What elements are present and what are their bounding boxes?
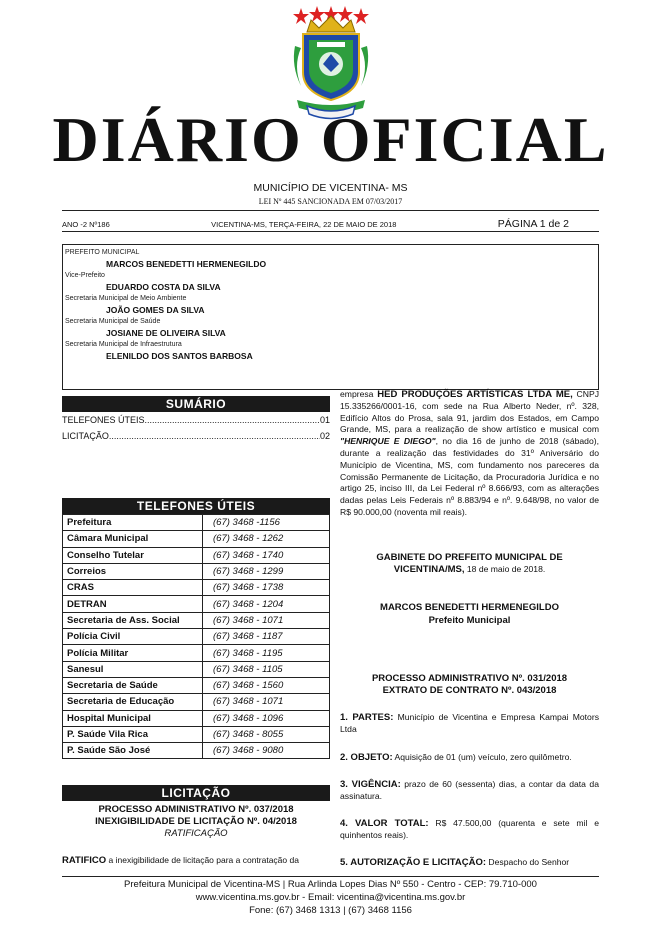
useful-phones-table xyxy=(62,514,330,759)
phone-entity: CRAS xyxy=(63,580,203,596)
phone-number: (67) 3468 - 1071 xyxy=(203,612,330,628)
contract-item-value xyxy=(340,818,599,842)
item-label: 5. AUTORIZAÇÃO E LICITAÇÃO: xyxy=(340,857,487,868)
phone-row xyxy=(63,515,330,531)
phone-entity: Secretaria de Saúde xyxy=(63,677,203,693)
header-rule-top xyxy=(62,210,599,211)
phone-row xyxy=(63,661,330,677)
summary-leader-dots xyxy=(145,412,320,428)
licitacao-ratification-label: RATIFICAÇÃO xyxy=(164,828,228,839)
municipality-name: MUNICÍPIO DE VICENTINA- MS xyxy=(253,182,408,194)
artist-name: "HENRIQUE E DIEGO" xyxy=(340,436,436,447)
officials-box xyxy=(62,244,599,390)
summary-section xyxy=(62,396,330,444)
phone-entity: Correios xyxy=(63,563,203,579)
phone-number: (67) 3468 - 9080 xyxy=(203,743,330,759)
phone-row xyxy=(63,531,330,547)
footer-phones: Fone: (67) 3468 1313 | (67) 3468 1156 xyxy=(249,905,412,916)
item-label: 2. OBJETO: xyxy=(340,752,393,763)
phone-row xyxy=(63,645,330,661)
licitacao-inexigibility: INEXIGIBILIDADE DE LICITAÇÃO Nº. 04/2018 xyxy=(95,816,297,827)
phone-number: (67) 3468 - 1195 xyxy=(203,645,330,661)
phone-row xyxy=(63,726,330,742)
phone-row xyxy=(63,629,330,645)
edition-date: VICENTINA-MS, TERÇA-FEIRA, 22 DE MAIO DE 2018 xyxy=(211,220,397,229)
footer-rule xyxy=(62,876,599,877)
summary-item[interactable] xyxy=(62,428,330,444)
item-text: Despacho do Senhor xyxy=(486,857,570,867)
phone-row xyxy=(63,677,330,693)
official-role: Vice-Prefeito xyxy=(65,272,105,279)
licitacao-heading: LICITAÇÃO xyxy=(62,785,330,801)
newspaper-title: DIÁRIO OFICIAL xyxy=(52,104,609,175)
phone-entity: Secretaria de Ass. Social xyxy=(63,612,203,628)
phone-number: (67) 3468 - 1299 xyxy=(203,563,330,579)
phone-entity: Polícia Civil xyxy=(63,629,203,645)
summary-leader-dots xyxy=(109,428,320,444)
phone-row xyxy=(63,612,330,628)
contract-paragraph xyxy=(340,389,599,519)
official-name: EDUARDO COSTA DA SILVA xyxy=(106,281,221,292)
useful-phones-section xyxy=(62,498,330,759)
mayor-signature xyxy=(340,601,599,627)
process-number: PROCESSO ADMINISTRATIVO Nº. 031/2018 xyxy=(371,673,568,684)
item-label: 4. VALOR TOTAL: xyxy=(340,818,429,829)
ratifico-paragraph xyxy=(62,854,330,867)
phone-entity: Secretaria de Educação xyxy=(63,694,203,710)
footer-address: Prefeitura Municipal de Vicentina-MS | Rua Arlinda Lopes Dias Nº 550 - Centro - CEP: 79.710-000 xyxy=(124,879,537,890)
phone-row xyxy=(63,743,330,759)
official-role: Secretaria Municipal de Infraestrutura xyxy=(65,341,182,348)
header-rule-bottom xyxy=(62,231,599,232)
item-label: 3. VIGÊNCIA: xyxy=(340,779,401,790)
ratifico-text: a inexigibilidade de licitação para a contratação da xyxy=(106,855,299,865)
phone-number: (67) 3468 - 1071 xyxy=(203,694,330,710)
official-name: ELENILDO DOS SANTOS BARBOSA xyxy=(106,350,253,361)
summary-item-label: LICITAÇÃO xyxy=(62,431,109,441)
official-name: JOSIANE DE OLIVEIRA SILVA xyxy=(106,327,226,338)
edition-info-line xyxy=(62,218,599,230)
phone-entity: Conselho Tutelar xyxy=(63,547,203,563)
ratifico-lead: RATIFICO xyxy=(62,855,107,866)
item-text: Aquisição de 01 (um) veículo, zero quilômetro. xyxy=(392,752,572,762)
phone-number: (67) 3468 - 8055 xyxy=(203,726,330,742)
licitacao-process: PROCESSO ADMINISTRATIVO Nº. 037/2018 xyxy=(98,804,294,815)
summary-item-page: 02 xyxy=(319,431,330,441)
phone-number: (67) 3468 - 1204 xyxy=(203,596,330,612)
phone-entity: Câmara Municipal xyxy=(63,531,203,547)
phone-entity: Sanesul xyxy=(63,661,203,677)
phone-row xyxy=(63,596,330,612)
phone-number: (67) 3468 - 1187 xyxy=(203,629,330,645)
official-role: Secretaria Municipal de Saúde xyxy=(65,318,161,325)
cabinet-date: 18 de maio de 2018. xyxy=(464,563,546,574)
official-name: MARCOS BENEDETTI HERMENEGILDO xyxy=(106,258,267,269)
footer-web-email: www.vicentina.ms.gov.br - Email: vicentina@vicentina.ms.gov.br xyxy=(195,892,466,903)
phone-row xyxy=(63,547,330,563)
phone-number: (67) 3468 - 1096 xyxy=(203,710,330,726)
signature-name: MARCOS BENEDETTI HERMENEGILDO xyxy=(380,602,559,613)
item-text: prazo de 60 (sessenta) dias, a contar da data da assinatura. xyxy=(340,779,599,801)
phone-row xyxy=(63,563,330,579)
phone-entity: P. Saúde Vila Rica xyxy=(63,726,203,742)
summary-item-label: TELEFONES ÚTEIS xyxy=(62,415,145,425)
cabinet-label: GABINETE DO PREFEITO MUNICIPAL DE VICENTINA/MS, xyxy=(376,552,563,575)
item-text: Município de Vicentina e Empresa Kampai Motors Ltda xyxy=(340,712,599,734)
phone-number: (67) 3468 - 1262 xyxy=(203,531,330,547)
phone-number: (67) 3468 - 1105 xyxy=(203,661,330,677)
officials-left-column xyxy=(63,245,331,389)
phone-number: (67) 3468 -1156 xyxy=(203,515,330,531)
company-name: HED PRODUÇÕES ARTÍSTICAS LTDA ME, xyxy=(377,389,573,400)
phone-entity: DETRAN xyxy=(63,596,203,612)
phone-entity: Prefeitura xyxy=(63,515,203,531)
contract-item-object xyxy=(340,752,599,764)
paragraph-text: CNPJ 15.335266/0001-16, com sede na Rua Alberto Neder, nº. 328, Edifício Altos do Prosa, sala 91, jardim dos Estados, em Campo Grande, MS, para a realização de show artístico e musical com xyxy=(340,389,599,435)
contract-extract-heading xyxy=(340,673,599,697)
edition-number: ANO -2 Nº186 xyxy=(62,220,110,229)
phone-number: (67) 3468 - 1740 xyxy=(203,547,330,563)
phone-entity: Hospital Municipal xyxy=(63,710,203,726)
page-number: PÁGINA 1 de 2 xyxy=(497,218,569,230)
contract-item-authorization xyxy=(340,857,599,869)
contract-item-parties xyxy=(340,712,599,736)
phone-number: (67) 3468 - 1738 xyxy=(203,580,330,596)
phone-row xyxy=(63,710,330,726)
phone-row xyxy=(63,694,330,710)
licitacao-section xyxy=(62,785,330,867)
contract-item-term xyxy=(340,779,599,803)
official-name: JOÃO GOMES DA SILVA xyxy=(106,304,205,315)
phone-row xyxy=(63,580,330,596)
law-reference: LEI Nº 445 SANCIONADA EM 07/03/2017 xyxy=(258,197,403,206)
signature-title: Prefeito Municipal xyxy=(428,615,511,626)
paragraph-text: empresa xyxy=(340,389,378,399)
phone-number: (67) 3468 - 1560 xyxy=(203,677,330,693)
official-role: PREFEITO MUNICIPAL xyxy=(65,249,140,256)
phone-entity: Polícia Militar xyxy=(63,645,203,661)
paragraph-text: , no dia 16 de junho de 2018 (sábado), durante a realização das festividades do 31º Aniversário do Município de Vicentina, MS, com fundamento nos pareceres da Comissão Permanente de Licitação, da Procuradoria Jurídica e no artigo 25, inciso III, da Lei Federal nº 8.666/93, com as alterações dadas pelas Leis Federais nº 8.883/94 e nº. 9.648/98, no valor de R$ 90.000,00 (noventa mil reais). xyxy=(340,436,599,517)
item-label: 1. PARTES: xyxy=(340,712,394,723)
summary-item[interactable] xyxy=(62,412,330,428)
useful-phones-heading: TELEFONES ÚTEIS xyxy=(62,498,330,514)
cabinet-signoff xyxy=(340,552,599,576)
official-role: Secretaria Municipal de Meio Ambiente xyxy=(65,295,187,302)
summary-heading: SUMÁRIO xyxy=(62,396,330,412)
item-text: R$ 47.500,00 (quarenta e sete mil e quinhentos reais). xyxy=(340,818,599,840)
phone-entity: P. Saúde São José xyxy=(63,743,203,759)
contract-number: EXTRATO DE CONTRATO Nº. 043/2018 xyxy=(382,685,557,696)
summary-item-page: 01 xyxy=(319,415,330,425)
